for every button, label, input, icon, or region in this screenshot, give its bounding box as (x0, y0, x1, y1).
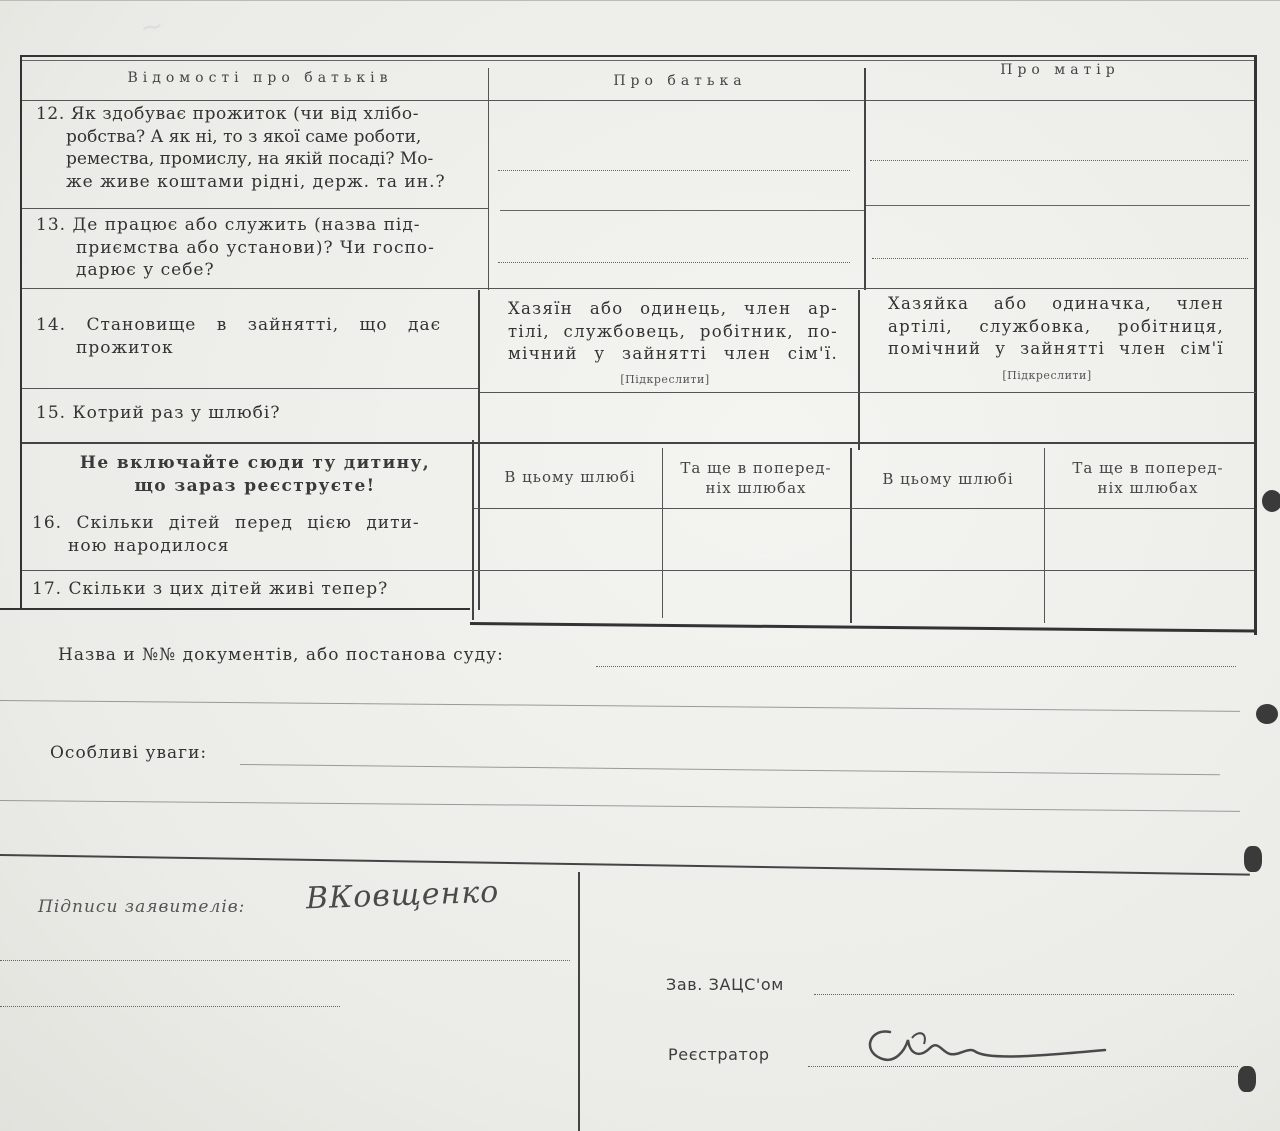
question-15: 15. Котрий раз у шлюбі? (36, 403, 281, 423)
scan-stain (1238, 1066, 1256, 1092)
signature-section-vertical (578, 872, 580, 1131)
head-of-registry-label: Зав. ЗАЦС'ом (666, 975, 784, 994)
mother-occupation-options[interactable]: Хазяйка або одиначка, член артілі, службовка, робітниця, помічний у зайнятті член сім'ї (888, 294, 1224, 358)
documents-label: Назва и №№ документів, або постанова суду: (58, 645, 504, 665)
question-17: 17. Скільки з цих дітей живі тепер? (32, 579, 389, 599)
table-top-border (20, 55, 1256, 57)
documents-line-2[interactable] (0, 700, 1240, 712)
header-about-mother: Про матір (1000, 62, 1120, 78)
question-13: 13. Де працює або служить (назва під- приємства або установи)? Чи госпо- дарює у себе? (36, 215, 435, 280)
table-left-border (20, 55, 22, 610)
mother-underline-note: [Підкреслити] (1002, 369, 1092, 382)
registrar-signature (850, 1010, 1120, 1080)
father-previous-marriages-header: Та ще в поперед- ніх шлюбах (680, 459, 832, 497)
mother-previous-marriages-header: Та ще в поперед- ніх шлюбах (1072, 459, 1224, 497)
header-about-father: Про батька (613, 73, 747, 89)
father-13-line[interactable] (498, 262, 850, 263)
note-exclude-child: Не включайте сюди ту дитину, що зараз реєструєте! (79, 453, 431, 496)
applicant-signature: ВКовщенко (305, 874, 500, 917)
faint-pencil-mark: ~ (137, 8, 167, 45)
table-bottom-left (0, 608, 470, 610)
head-of-registry-line[interactable] (814, 994, 1234, 995)
header-divider (22, 100, 1254, 101)
table-bottom-right (470, 622, 1256, 633)
father-12-line[interactable] (498, 170, 850, 171)
scan-stain (1256, 704, 1278, 724)
signatures-label: Підписи заявителів: (38, 897, 246, 917)
signature-line-2[interactable] (0, 1006, 340, 1007)
signature-line-1[interactable] (0, 960, 570, 961)
question-14: 14. Становище в зайнятті, що дає прожиток (36, 315, 442, 358)
remarks-line-2[interactable] (0, 800, 1240, 812)
header-info-about-parents: Відомості про батьків (127, 70, 393, 86)
scan-stain (1244, 846, 1262, 872)
top-edge (0, 0, 1280, 1)
mother-12-line[interactable] (870, 160, 1248, 161)
remarks-label: Особливі уваги: (50, 743, 208, 763)
remarks-line[interactable] (240, 764, 1220, 775)
scan-stain (1262, 490, 1280, 512)
question-12: 12. Як здобуває прожиток (чи від хлібо- робства? А як ні, то з якої саме роботи, ремества, промислу, на якій посаді? Мо- же живе коштами рідні, держ. та ин.? (36, 104, 446, 192)
mother-this-marriage-header: В цьому шлюбі (882, 470, 1014, 488)
question-16: 16. Скільки дітей перед цією дити- ною народилося (32, 513, 420, 556)
father-this-marriage-header: В цьому шлюбі (504, 468, 636, 486)
father-occupation-options[interactable]: Хазяїн або одинець, член ар- тілі, службовець, робітник, по- мічний у зайнятті член сім'ї. (508, 299, 838, 363)
table-right-border (1254, 55, 1257, 635)
registrar-label: Реєстратор (668, 1045, 770, 1064)
documents-line[interactable] (596, 666, 1236, 667)
mother-13-line[interactable] (872, 258, 1248, 259)
signature-section-divider (0, 854, 1250, 876)
father-underline-note: [Підкреслити] (620, 373, 710, 386)
